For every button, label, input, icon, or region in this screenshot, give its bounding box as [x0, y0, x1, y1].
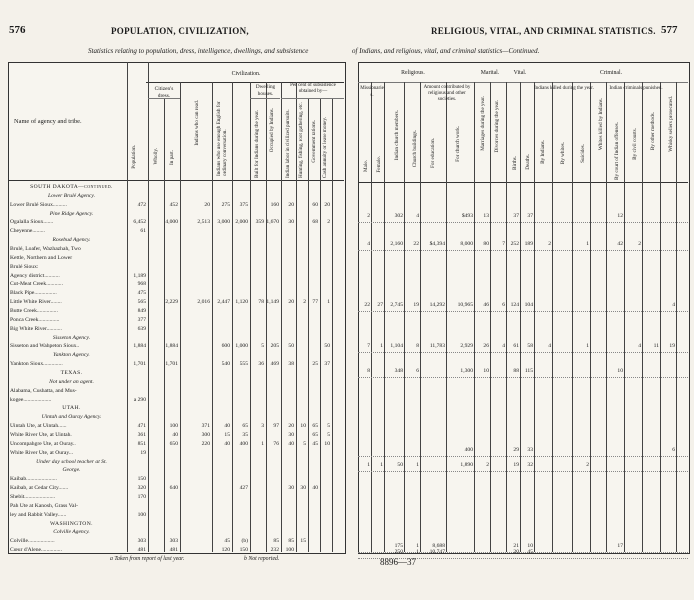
table-cell: a 290 — [133, 396, 146, 403]
table-cell: 348 — [394, 368, 403, 374]
section-heading: Uintah and Ouray Agency. — [41, 414, 102, 421]
table-cell: 1 — [327, 299, 330, 306]
table-cell: 303 — [169, 538, 178, 545]
table-cell: 400 — [464, 447, 473, 453]
table-cell: 11,783 — [429, 343, 445, 349]
table-cell: 475 — [137, 290, 146, 297]
table-cell: 4 — [672, 302, 675, 308]
group-criminals-punished: Indian criminals punished. — [609, 86, 663, 91]
table-cell: 37 — [527, 213, 533, 219]
table-cell: 10 — [324, 440, 330, 447]
table-cell: 35 — [242, 432, 248, 438]
table-cell: 76 — [273, 440, 279, 447]
table-cell: 1,890 — [460, 462, 473, 468]
table-cell: 40 — [224, 423, 230, 430]
table-cell: 30 — [300, 485, 306, 492]
table-cell: 2,229 — [165, 299, 178, 306]
group-missionaries: Missionaries. — [360, 86, 384, 98]
stub-header: Name of agency and tribe. — [14, 118, 82, 125]
table-cell: 32 — [527, 462, 533, 468]
left-page-number: 576 — [9, 24, 26, 36]
table-cell: 2,929 — [460, 343, 473, 349]
table-cell: 10 — [300, 423, 306, 430]
table-cell: 8,688 — [432, 543, 445, 549]
table-cell: 11 — [653, 343, 659, 349]
table-row-label: Ponca Creek............... — [10, 316, 60, 323]
table-cell: 30 — [288, 432, 294, 438]
col-whisky: Whisky sellers prosecuted. — [668, 96, 674, 152]
table-cell: 26 — [483, 343, 489, 349]
table-cell: 1,149 — [266, 299, 279, 306]
table-cell: 4 — [548, 343, 551, 349]
col-labor: Indian labor in civilized pursuits. — [285, 109, 291, 178]
table-cell: 40 — [288, 440, 294, 447]
table-cell: 68 — [312, 219, 318, 226]
col-by-indians: By Indians. — [540, 140, 546, 164]
table-cell: 8,000 — [460, 241, 473, 247]
table-cell: 100 — [169, 423, 178, 430]
table-cell: 38 — [288, 361, 294, 368]
table-cell: 10 — [527, 543, 533, 549]
table-cell: 6 — [672, 447, 675, 453]
table-cell: 2,745 — [390, 302, 403, 308]
table-cell: 85 — [288, 538, 294, 545]
table-cell: (b) — [241, 538, 248, 545]
table-cell: 4,000 — [165, 219, 178, 226]
table-cell: 120 — [221, 547, 230, 554]
section-heading: TEXAS. — [60, 370, 83, 376]
col-suicides: Suicides. — [580, 144, 586, 163]
table-cell: 452 — [169, 201, 178, 208]
table-row-label: Brulé, Loafer, Wazhazhah, Two — [10, 246, 81, 252]
table-cell: 4 — [502, 343, 505, 349]
col-whites-killed: Whites killed by Indians. — [598, 98, 604, 151]
col-hunting: Hunting, fishing, root gathering, etc. — [298, 102, 304, 178]
table-row-label: Kaibab...................... — [10, 476, 57, 483]
left-running-head: POPULATION, CIVILIZATION, — [111, 26, 249, 36]
table-cell: 2,160 — [390, 241, 403, 247]
table-cell: 46 — [483, 302, 489, 308]
table-cell: 600 — [221, 343, 230, 350]
section-heading: Not under an agent. — [49, 378, 94, 385]
table-cell: 7 — [502, 241, 505, 247]
table-cell: 481 — [137, 547, 146, 554]
table-cell: 2 — [486, 462, 489, 468]
table-cell: 250 — [394, 549, 403, 555]
section-heading: Lower Brulé Agency. — [48, 192, 95, 199]
table-cell: 10 — [617, 368, 623, 374]
col-male: Male. — [363, 160, 369, 172]
table-row-label: Alabama, Cushatta, and Mus- — [10, 387, 77, 394]
table-cell: 5 — [261, 343, 264, 350]
table-cell: 2 — [367, 213, 370, 219]
col-church-work: For church work. — [455, 126, 461, 162]
table-cell: 6,452 — [133, 219, 146, 226]
footnote-b: b Not reported. — [244, 556, 280, 562]
table-cell: 2 — [303, 299, 306, 306]
group-civilization: Civilization. — [231, 71, 261, 77]
table-cell: 61 — [513, 343, 519, 349]
col-occupied: Occupied by Indians. — [269, 108, 275, 153]
table-cell: 1 — [416, 543, 419, 549]
table-cell: 1,884 — [165, 343, 178, 350]
table-row-label: Ogalalla Sioux....... — [10, 219, 54, 226]
section-heading: SOUTH DAKOTA—continued. — [30, 184, 113, 190]
table-cell: 2 — [327, 219, 330, 226]
col-marriages: Marriages during the year. — [480, 96, 486, 151]
table-cell: 1,000 — [235, 343, 248, 350]
table-cell: 4 — [638, 343, 641, 349]
table-cell: 1,300 — [460, 368, 473, 374]
table-row-label: Brulé Sioux: — [10, 263, 39, 270]
table-cell: 175 — [394, 543, 403, 549]
table-cell: 1,701 — [165, 361, 178, 368]
table-cell: 3 — [261, 423, 264, 430]
table-cell: 22 — [413, 241, 419, 247]
table-cell: 1 — [416, 549, 419, 555]
table-cell: 14,292 — [429, 302, 445, 308]
group-amount-contributed: Amount contributed by religious and other societies. — [423, 85, 471, 102]
table-cell: 124 — [510, 302, 519, 308]
col-by-whites: By whites. — [560, 142, 566, 165]
table-cell: 2 — [638, 241, 641, 247]
group-marital: Marital. — [480, 70, 500, 76]
table-cell: 555 — [239, 361, 248, 368]
group-dwelling: Dwelling houses. — [255, 84, 276, 97]
table-cell: 232 — [270, 547, 279, 554]
col-church-members: Indian church members. — [394, 110, 400, 161]
table-row-label: Kaibab, at Cedar City....... — [10, 485, 69, 492]
table-cell: 50 — [324, 343, 330, 350]
table-row-label: Colville................... — [10, 538, 55, 545]
table-cell: 30 — [288, 485, 294, 492]
col-population: Population. — [131, 145, 137, 169]
table-row-label: Black Pipe................ — [10, 290, 57, 297]
table-cell: 6 — [416, 368, 419, 374]
col-church-buildings: Church buildings. — [412, 130, 418, 168]
table-cell: 30 — [288, 219, 294, 226]
table-row-label: ley and Rabbit Valley...... — [10, 511, 67, 518]
table-cell: 40 — [312, 485, 318, 492]
right-subtitle: of Indians, and religious, vital, and criminal statistics—Continued. — [352, 47, 540, 55]
table-cell: 320 — [137, 485, 146, 492]
table-cell: 104 — [524, 302, 533, 308]
section-heading: Rosebud Agency. — [52, 237, 91, 244]
table-cell: 10 — [483, 368, 489, 374]
table-cell: 10,747 — [429, 549, 445, 555]
table-cell: 65 — [312, 432, 318, 438]
table-cell: 851 — [137, 440, 146, 447]
col-cash: Cash annuity or lease money. — [322, 117, 328, 178]
col-births: Births. — [512, 156, 518, 170]
table-row-label: Uintah Ute, at Uintah...... — [10, 423, 67, 430]
col-govt-rations: Government rations. — [311, 120, 317, 163]
table-cell: 15 — [224, 432, 230, 438]
section-heading: Colville Agency. — [53, 529, 90, 536]
table-cell: 5 — [327, 432, 330, 438]
group-citizens-dress: Citizen's dress. — [154, 86, 174, 99]
table-row-label: Big White River........... — [10, 325, 62, 332]
table-cell: 45 — [527, 549, 533, 555]
table-row-label: Butte Creek............... — [10, 308, 58, 314]
table-cell: 5 — [327, 423, 330, 430]
group-religious: Religious. — [401, 70, 425, 76]
table-cell: 8 — [367, 368, 370, 374]
table-cell: 19 — [140, 449, 146, 456]
table-cell: 37 — [324, 361, 330, 368]
table-cell: 639 — [137, 325, 146, 332]
table-cell: 19 — [413, 302, 419, 308]
group-subsistence: Per cent of subsistence obtained by— — [290, 83, 336, 94]
table-cell: 471 — [137, 423, 146, 430]
right-page-number: 577 — [661, 24, 678, 36]
signature-mark: 8896—37 — [380, 557, 416, 567]
col-deaths: Deaths. — [525, 154, 531, 170]
table-cell: 371 — [201, 423, 210, 430]
table-row-label: Agency district........... — [10, 272, 60, 279]
table-cell: 5 — [303, 440, 306, 447]
table-cell: 77 — [312, 299, 318, 306]
table-cell: 20 — [324, 201, 330, 208]
section-heading: George. — [62, 467, 81, 474]
table-cell: 85 — [273, 538, 279, 545]
table-row-label: Yankton Sioux.............. — [10, 361, 63, 368]
table-cell: 80 — [483, 241, 489, 247]
table-cell: 88 — [513, 368, 519, 374]
table-cell: 361 — [137, 432, 146, 438]
table-cell: 375 — [239, 201, 248, 208]
section-heading: Yankton Agency. — [53, 352, 90, 359]
table-cell: 1 — [586, 343, 589, 349]
table-cell: 150 — [137, 476, 146, 483]
group-indians-killed: Indians killed during the year. — [534, 86, 594, 91]
table-cell: 12 — [617, 213, 623, 219]
table-cell: 1 — [380, 462, 383, 468]
table-cell: 189 — [524, 241, 533, 247]
col-education: For education. — [430, 138, 436, 168]
table-cell: 100 — [137, 511, 146, 518]
table-cell: 302 — [394, 213, 403, 219]
table-cell: 650 — [169, 440, 178, 447]
table-row-label: Cut-Meat Creek............ — [10, 281, 63, 288]
table-cell: 20 — [288, 423, 294, 430]
group-criminal: Criminal. — [599, 70, 623, 76]
table-cell: 481 — [169, 547, 178, 554]
col-court-offenses: By court of Indian offenses. — [614, 122, 620, 180]
table-cell: 4 — [367, 241, 370, 247]
table-cell: 33 — [527, 447, 533, 453]
col-divorces: Divorces during the year. — [494, 100, 500, 153]
footnote-a: a Taken from report of last year. — [110, 556, 185, 562]
table-cell: 150 — [239, 547, 248, 554]
col-can-read: Indians who can read. — [194, 100, 200, 146]
table-cell: 60 — [312, 201, 318, 208]
table-cell: 50 — [288, 343, 294, 350]
table-cell: 25 — [312, 361, 318, 368]
table-cell: 359 — [255, 219, 264, 226]
group-vital: Vital. — [513, 70, 527, 76]
table-cell: 2,513 — [197, 219, 210, 226]
table-cell: 2,000 — [235, 219, 248, 226]
table-cell: 377 — [137, 316, 146, 323]
col-other-methods: By other methods. — [650, 112, 656, 151]
table-cell: 2 — [586, 462, 589, 468]
table-cell: 1 — [367, 462, 370, 468]
table-row-label: kogee.................... — [10, 396, 52, 403]
table-cell: 27 — [377, 302, 383, 308]
table-cell: 20 — [288, 201, 294, 208]
left-subtitle: Statistics relating to population, dress, intelligence, dwellings, and subsistence — [88, 47, 309, 55]
table-cell: 220 — [201, 440, 210, 447]
table-cell: 6 — [502, 302, 505, 308]
table-cell: 115 — [524, 368, 533, 374]
table-cell: 1,104 — [390, 343, 403, 349]
table-cell: 17 — [617, 543, 623, 549]
table-row-label: Cheyenne......... — [10, 228, 45, 235]
col-built: Built for Indians during the year. — [254, 110, 260, 178]
table-cell: 42 — [617, 241, 623, 247]
table-cell: 252 — [510, 241, 519, 247]
table-cell: 78 — [258, 299, 264, 306]
table-cell: 20 — [204, 201, 210, 208]
section-heading: Under day school teacher at St. — [36, 458, 107, 465]
table-cell: 65 — [312, 423, 318, 430]
table-cell: 205 — [270, 343, 279, 350]
table-cell: 1 — [261, 440, 264, 447]
table-cell: 1 — [586, 241, 589, 247]
section-heading: Sisseton Agency. — [52, 334, 91, 341]
table-cell: 275 — [221, 201, 230, 208]
table-cell: 472 — [137, 201, 146, 208]
table-cell: 61 — [140, 228, 146, 235]
table-row-label: Cœur d'Alene............... — [10, 547, 62, 554]
table-cell: 170 — [137, 494, 146, 500]
table-cell: $4,394 — [429, 241, 445, 247]
table-cell: 19 — [669, 343, 675, 349]
table-cell: 427 — [239, 485, 248, 492]
table-cell: 540 — [221, 361, 230, 368]
table-cell: 45 — [224, 538, 230, 545]
section-heading: WASHINGTON. — [50, 520, 93, 527]
table-cell: 1,189 — [133, 272, 146, 279]
table-cell: 45 — [312, 440, 318, 447]
col-civil-courts: By civil courts. — [632, 128, 638, 160]
table-cell: 469 — [270, 361, 279, 368]
table-cell: 1,670 — [266, 219, 279, 226]
table-cell: 1,701 — [133, 361, 146, 368]
col-female: Female. — [376, 156, 382, 173]
table-row-label: Kettle, Northern and Lower — [10, 254, 73, 261]
table-row-label: White River Ute, at Uintah. — [10, 432, 72, 438]
right-running-head: RELIGIOUS, VITAL, AND CRIMINAL STATISTICS. — [431, 26, 656, 36]
table-cell: 1 — [416, 462, 419, 468]
table-cell: 400 — [239, 440, 248, 447]
table-cell: 20 — [288, 299, 294, 306]
table-cell: 7 — [367, 343, 370, 349]
table-cell: 15 — [300, 538, 306, 545]
table-cell: 303 — [137, 538, 146, 545]
table-cell: 100 — [285, 547, 294, 554]
table-cell: 29 — [513, 447, 519, 453]
col-in-part: In part. — [169, 150, 175, 165]
table-row-label: White River Ute, at Ouray... — [10, 449, 74, 456]
section-heading: UTAH. — [62, 405, 81, 412]
table-cell: 8 — [416, 343, 419, 349]
col-wholly: Wholly. — [153, 148, 159, 165]
table-cell: 10,965 — [457, 302, 473, 308]
table-cell: 160 — [270, 201, 279, 208]
table-cell: 21 — [513, 543, 519, 549]
table-cell: 2,016 — [197, 299, 210, 306]
table-cell: 565 — [137, 299, 146, 306]
table-cell: 640 — [169, 485, 178, 492]
table-cell: 22 — [364, 302, 370, 308]
col-english: Indians who use enough English for ordinary conversation. — [216, 101, 228, 176]
table-cell: 40 — [224, 440, 230, 447]
table-cell: 65 — [242, 423, 248, 430]
table-row-label: Pah Ute at Kanosh, Grass Val- — [10, 502, 78, 509]
table-row-label: Little White River........ — [10, 299, 62, 306]
table-cell: 97 — [273, 423, 279, 430]
table-cell: 20 — [513, 549, 519, 555]
table-row-label: Sisseton and Wahpeton Sioux.. — [10, 343, 80, 350]
table-cell: 36 — [258, 361, 264, 368]
table-cell: 968 — [137, 281, 146, 288]
table-cell: 1 — [380, 343, 383, 349]
table-cell: 13 — [483, 213, 489, 219]
table-cell: $493 — [461, 213, 473, 219]
table-cell: 19 — [513, 462, 519, 468]
table-cell: 4 — [416, 213, 419, 219]
table-cell: 2,447 — [217, 299, 230, 306]
table-cell: 58 — [527, 343, 533, 349]
table-cell: 300 — [201, 432, 210, 438]
table-cell: 1,884 — [133, 343, 146, 350]
table-row-label: Uncompahgre Ute, at Ouray.. — [10, 440, 76, 447]
table-row-label: Shebit...................... — [10, 494, 56, 500]
section-heading: Pine Ridge Agency. — [49, 210, 94, 217]
table-cell: 849 — [137, 308, 146, 314]
table-cell: 1,120 — [235, 299, 248, 306]
table-cell: 40 — [172, 432, 178, 438]
table-cell: 50 — [397, 462, 403, 468]
table-cell: 37 — [513, 213, 519, 219]
table-cell: 3,000 — [217, 219, 230, 226]
table-row-label: Lower Brulé Sioux.......... — [10, 201, 67, 208]
table-cell: 2 — [548, 241, 551, 247]
